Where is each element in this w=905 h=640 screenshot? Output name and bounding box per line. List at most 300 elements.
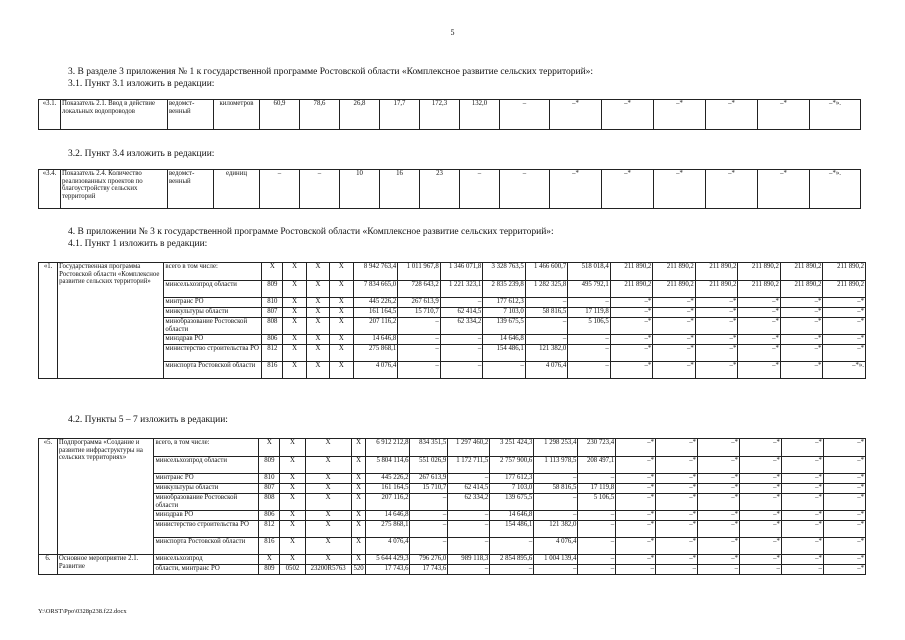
- table-cell: 1 282 325,8: [525, 281, 568, 298]
- table-cell: –: [534, 565, 578, 575]
- table-cell: –*: [616, 457, 656, 474]
- executor-name: минспорта Ростовской области: [154, 538, 259, 555]
- table-cell: –*: [706, 170, 758, 209]
- table-cell: –: [300, 170, 340, 209]
- table-cell: 1 221 323,1: [440, 281, 483, 298]
- table-cell: 211 890,2: [653, 281, 696, 298]
- table-indicator-3-1: [38, 99, 861, 130]
- table-cell: 275 868,1: [353, 345, 398, 362]
- table-cell: –*: [698, 439, 740, 457]
- table-cell: –: [410, 538, 448, 555]
- table-cell: –: [578, 538, 616, 555]
- table-cell: –: [260, 170, 300, 209]
- table-cell: X: [305, 494, 351, 511]
- table-cell: X: [283, 298, 306, 308]
- table-cell: –*: [739, 555, 781, 565]
- table-cell: 1 346 071,8: [440, 263, 483, 281]
- executor-name: минсельхозпрод области: [164, 281, 262, 298]
- table-cell: –*: [550, 170, 602, 209]
- table-cell: 809: [259, 457, 280, 474]
- table-cell: –*: [656, 474, 698, 484]
- table-cell: –*: [780, 345, 823, 362]
- table-cell: 1 004 139,4: [534, 555, 578, 565]
- table-cell: –: [448, 538, 490, 555]
- table-cell: –*: [738, 362, 781, 379]
- table-cell: –*: [656, 439, 698, 457]
- table-cell: 230 723,4: [578, 439, 616, 457]
- table-cell: –*: [698, 484, 740, 494]
- table-cell: 267 613,9: [410, 474, 448, 484]
- table-cell: 211 890,2: [823, 281, 866, 298]
- table-cell: 26,8: [340, 100, 380, 130]
- table-cell: 809: [262, 281, 283, 298]
- table-cell: 2 835 239,8: [483, 281, 526, 298]
- table-cell: –*: [823, 474, 865, 484]
- table-cell: –: [410, 511, 448, 521]
- table-cell: X: [283, 345, 306, 362]
- table-cell: –*: [616, 555, 656, 565]
- table-cell: –*: [739, 474, 781, 484]
- table-cell: –*: [781, 439, 823, 457]
- row-number: «3.1.: [39, 100, 61, 130]
- page-number: 5: [450, 28, 455, 37]
- table-cell: 14 646,8: [353, 335, 398, 345]
- table-cell: –*: [739, 511, 781, 521]
- table-cell: X: [330, 362, 353, 379]
- table-cell: –*: [781, 457, 823, 474]
- table-cell: 267 613,9: [398, 298, 441, 308]
- table-indicator-3-4: [38, 169, 861, 209]
- table-cell: 15 710,7: [410, 484, 448, 494]
- table-cell: X: [280, 484, 305, 494]
- table-cell: 809: [259, 565, 280, 575]
- table-cell: 211 890,2: [780, 263, 823, 281]
- table-cell: 211 890,2: [610, 263, 653, 281]
- table-cell: –: [578, 521, 616, 538]
- table-cell: X: [305, 555, 351, 565]
- table-row: [39, 494, 866, 511]
- table-cell: –*: [653, 335, 696, 345]
- table-cell: –*: [654, 170, 706, 209]
- executor-name: минздрав РО: [154, 511, 259, 521]
- table-cell: 1 298 253,4: [534, 439, 578, 457]
- table-cell: –*: [616, 511, 656, 521]
- table-cell: –*: [656, 484, 698, 494]
- table-cell: X: [280, 555, 305, 565]
- table-cell: 5 644 429,3: [366, 555, 410, 565]
- table-cell: X: [283, 263, 306, 281]
- table-cell: 520: [351, 565, 366, 575]
- table-cell: 989 118,3: [448, 555, 490, 565]
- table-cell: –*: [823, 484, 865, 494]
- table-cell: –*: [781, 484, 823, 494]
- table-cell: –*: [823, 521, 865, 538]
- program-title: Государственная программа Ростовской области «Комплексное развитие сельских территорий»: [58, 263, 164, 379]
- table-cell: –: [398, 318, 441, 335]
- table-cell: 60,9: [260, 100, 300, 130]
- table-cell: X: [330, 281, 353, 298]
- table-row: [39, 511, 866, 521]
- table-cell: –*: [823, 439, 865, 457]
- table-cell: 806: [262, 335, 283, 345]
- table-cell: –: [534, 511, 578, 521]
- table-cell: 10: [340, 170, 380, 209]
- table-cell: –*: [610, 308, 653, 318]
- table-cell: –: [460, 170, 500, 209]
- table-cell: X: [330, 298, 353, 308]
- executor-name: минкультуры области: [164, 308, 262, 318]
- table-cell: 7 103,0: [483, 308, 526, 318]
- table-cell: –: [568, 298, 611, 308]
- table-cell: 812: [259, 521, 280, 538]
- table-row: [39, 521, 866, 538]
- table-cell: X: [259, 439, 280, 457]
- table-cell: X: [351, 457, 366, 474]
- table-cell: 816: [259, 538, 280, 555]
- table-cell: 121 382,0: [534, 521, 578, 538]
- table-cell: 807: [259, 484, 280, 494]
- table-cell: –: [483, 362, 526, 379]
- table-cell: –*: [781, 555, 823, 565]
- table-cell: –: [448, 521, 490, 538]
- table-cell: –: [739, 565, 781, 575]
- table-cell: –*: [781, 474, 823, 484]
- table-cell: –*: [781, 511, 823, 521]
- table-cell: X: [306, 263, 329, 281]
- table-cell: 177 612,3: [483, 298, 526, 308]
- table-cell: X: [306, 345, 329, 362]
- table-cell: 132,0: [460, 100, 500, 130]
- table-cell: –*: [781, 521, 823, 538]
- table-cell: –*: [698, 457, 740, 474]
- table-cell: 172,3: [420, 100, 460, 130]
- table-cell: –*: [656, 521, 698, 538]
- table-cell: –: [578, 511, 616, 521]
- table-cell: 808: [259, 494, 280, 511]
- table-cell: 5 106,5: [578, 494, 616, 511]
- table-cell: –*: [739, 538, 781, 555]
- table-cell: 812: [262, 345, 283, 362]
- table-cell: –: [440, 345, 483, 362]
- section-3-2-heading: 3.2. Пункт 3.4 изложить в редакции:: [68, 149, 215, 159]
- executor-name: минтранс РО: [164, 298, 262, 308]
- executor-name: министерство строительства РО: [154, 521, 259, 538]
- table-cell: 4 076,4: [353, 362, 398, 379]
- table-cell: 17 743,6: [410, 565, 448, 575]
- table-cell: –*: [739, 494, 781, 511]
- executor-name: минкультуры области: [154, 484, 259, 494]
- table-cell: –*: [758, 100, 810, 130]
- table-cell: –*: [698, 521, 740, 538]
- table-cell: 17,7: [380, 100, 420, 130]
- table-cell: X: [351, 494, 366, 511]
- table-cell: –*: [616, 538, 656, 555]
- table-cell: –*: [823, 565, 865, 575]
- table-cell: X: [283, 318, 306, 335]
- table-cell: X: [351, 511, 366, 521]
- table-row: [39, 555, 866, 565]
- table-cell: –*: [616, 521, 656, 538]
- table-cell: –*: [738, 298, 781, 308]
- table-cell: –: [440, 335, 483, 345]
- table-cell: –*: [823, 511, 865, 521]
- table-cell: –: [781, 565, 823, 575]
- table-cell: –*: [695, 308, 738, 318]
- table-cell: –*: [653, 308, 696, 318]
- table-cell: –: [616, 565, 656, 575]
- table-cell: X: [283, 308, 306, 318]
- table-cell: 5 804 114,6: [366, 457, 410, 474]
- table-cell: 17 743,6: [366, 565, 410, 575]
- table-cell: 1 466 600,7: [525, 263, 568, 281]
- table-cell: –*: [698, 474, 740, 484]
- table-row: [39, 474, 866, 484]
- footer-file-path: Y:\ORST\Ppo\0328p238.f22.docx: [38, 608, 127, 615]
- table-cell: –: [698, 565, 740, 575]
- table-cell: –*: [695, 298, 738, 308]
- table-cell: 0502: [280, 565, 305, 575]
- table-cell: –*: [656, 494, 698, 511]
- executor-name: минтранс РО: [154, 474, 259, 484]
- table-cell: 62 414,5: [440, 308, 483, 318]
- table-cell: X: [306, 335, 329, 345]
- table-cell: 551 026,9: [410, 457, 448, 474]
- table-cell: 3 251 424,3: [490, 439, 534, 457]
- table-cell: 23200R5763: [305, 565, 351, 575]
- table-cell: 2 757 900,6: [490, 457, 534, 474]
- executor-name: минздрав РО: [164, 335, 262, 345]
- executor-name: минобразование Ростовской области: [164, 318, 262, 335]
- table-cell: –*: [738, 308, 781, 318]
- table-cell: –*: [823, 345, 866, 362]
- table-cell: –: [568, 335, 611, 345]
- indicator-name: Показатель 2.1. Ввод в действие локальных водопроводов: [61, 100, 168, 130]
- table-cell: 445 226,2: [366, 474, 410, 484]
- table-cell: –: [448, 474, 490, 484]
- table-cell: 1 297 460,2: [448, 439, 490, 457]
- table-row: [39, 439, 866, 457]
- section-4-2-heading: 4.2. Пункты 5 – 7 изложить в редакции:: [68, 415, 228, 425]
- table-cell: –*: [739, 521, 781, 538]
- table-cell: 518 018,4: [568, 263, 611, 281]
- table-cell: –*: [610, 335, 653, 345]
- table-cell: 14 646,8: [483, 335, 526, 345]
- table-cell: X: [280, 511, 305, 521]
- table-cell: –: [534, 474, 578, 484]
- table-cell: X: [351, 538, 366, 555]
- table-cell: X: [305, 511, 351, 521]
- section-4-1-heading: 4.1. Пункт 1 изложить в редакции:: [68, 239, 208, 249]
- table-cell: –*».: [823, 362, 866, 379]
- table-cell: X: [280, 474, 305, 484]
- table-cell: –*: [616, 474, 656, 484]
- executor-name: министерство строительства РО: [164, 345, 262, 362]
- table-cell: 2 854 895,6: [490, 555, 534, 565]
- table-row: [39, 100, 861, 130]
- table-cell: –*: [610, 345, 653, 362]
- table-cell: 161 164,5: [366, 484, 410, 494]
- table-cell: –*: [698, 555, 740, 565]
- table-cell: 58 816,5: [525, 308, 568, 318]
- table-cell: 62 414,5: [448, 484, 490, 494]
- table-cell: X: [351, 555, 366, 565]
- table-cell: –*: [695, 335, 738, 345]
- table-cell: 211 890,2: [695, 281, 738, 298]
- table-cell: X: [330, 318, 353, 335]
- table-cell: 58 816,5: [534, 484, 578, 494]
- table-cell: –*: [781, 494, 823, 511]
- table-cell: –*: [823, 457, 865, 474]
- table-cell: 4 076,4: [525, 362, 568, 379]
- table-cell: 121 382,0: [525, 345, 568, 362]
- table-cell: 445 226,2: [353, 298, 398, 308]
- table-cell: X: [280, 521, 305, 538]
- table-cell: –: [490, 565, 534, 575]
- table-cell: –*: [656, 511, 698, 521]
- table-cell: –*: [610, 318, 653, 335]
- table-cell: X: [306, 308, 329, 318]
- table-cell: X: [330, 335, 353, 345]
- table-cell: 5 106,5: [568, 318, 611, 335]
- table-cell: –: [448, 565, 490, 575]
- table-cell: –*: [602, 170, 654, 209]
- table-cell: –: [448, 511, 490, 521]
- table-cell: 1 172 711,5: [448, 457, 490, 474]
- executor-name: всего, в том числе:: [154, 439, 259, 457]
- table-cell: ведомст-венный: [168, 170, 214, 209]
- table-cell: 211 890,2: [780, 281, 823, 298]
- table-cell: X: [306, 281, 329, 298]
- table-cell: X: [283, 362, 306, 379]
- table-cell: –*: [738, 318, 781, 335]
- table-cell: –*: [823, 494, 865, 511]
- table-cell: X: [330, 263, 353, 281]
- table-cell: –*: [823, 538, 865, 555]
- table-cell: –*: [695, 318, 738, 335]
- section-3-heading: 3. В разделе 3 приложения № 1 к государственной программе Ростовской области «Комплексное развитие сельских территорий»:: [68, 67, 594, 77]
- table-cell: –: [578, 474, 616, 484]
- table-cell: –: [578, 565, 616, 575]
- table-cell: –: [525, 335, 568, 345]
- table-cell: 728 643,2: [398, 281, 441, 298]
- table-cell: –*: [616, 484, 656, 494]
- table-cell: –*: [780, 318, 823, 335]
- table-cell: X: [283, 281, 306, 298]
- table-cell: единиц: [214, 170, 260, 209]
- table-cell: 806: [259, 511, 280, 521]
- table-cell: –*: [653, 318, 696, 335]
- table-cell: –*: [823, 318, 866, 335]
- table-cell: 4 076,4: [366, 538, 410, 555]
- table-cell: X: [280, 439, 305, 457]
- section-4-heading: 4. В приложении № 3 к государственной программе Ростовской области «Комплексное развитие сельских территорий»:: [68, 227, 554, 237]
- table-cell: –: [398, 362, 441, 379]
- table-cell: –*: [823, 298, 866, 308]
- table-row: [39, 170, 861, 209]
- table-cell: –*: [656, 555, 698, 565]
- table-cell: 208 497,1: [578, 457, 616, 474]
- table-cell: 1 011 967,8: [398, 263, 441, 281]
- table-row: [39, 538, 866, 555]
- table-cell: –*: [698, 494, 740, 511]
- table-cell: 808: [262, 318, 283, 335]
- table-cell: –: [440, 362, 483, 379]
- table-cell: –*: [780, 308, 823, 318]
- table-cell: X: [351, 521, 366, 538]
- table-cell: 1 113 978,5: [534, 457, 578, 474]
- table-cell: X: [330, 345, 353, 362]
- table-cell: –*: [780, 298, 823, 308]
- table-cell: –*: [656, 457, 698, 474]
- row-number: «3.4.: [39, 170, 61, 209]
- table-cell: 211 890,2: [653, 263, 696, 281]
- table-cell: 139 675,5: [490, 494, 534, 511]
- table-cell: –*: [780, 335, 823, 345]
- table-cell: 154 486,1: [490, 521, 534, 538]
- table-cell: –*: [698, 538, 740, 555]
- table-cell: –*: [698, 511, 740, 521]
- table-cell: 6 912 212,8: [366, 439, 410, 457]
- table-cell: X: [351, 474, 366, 484]
- table-cell: –*: [780, 362, 823, 379]
- table-cell: –*: [610, 362, 653, 379]
- table-cell: X: [305, 484, 351, 494]
- table-cell: –*: [758, 170, 810, 209]
- table-cell: –*: [616, 494, 656, 511]
- section-3-1-heading: 3.1. Пункт 3.1 изложить в редакции:: [68, 79, 215, 89]
- table-cell: –*: [602, 100, 654, 130]
- table-cell: –*: [738, 335, 781, 345]
- table-cell: 7 103,0: [490, 484, 534, 494]
- table-cell: –: [525, 318, 568, 335]
- table-cell: 807: [262, 308, 283, 318]
- table-cell: –: [500, 100, 550, 130]
- table-row: [39, 457, 866, 474]
- table-cell: X: [351, 439, 366, 457]
- table-cell: 207 116,2: [366, 494, 410, 511]
- table-cell: X: [305, 439, 351, 457]
- table-cell: 15 710,7: [398, 308, 441, 318]
- table-cell: 139 675,5: [483, 318, 526, 335]
- table-cell: 211 890,2: [823, 263, 866, 281]
- table-cell: 4 076,4: [534, 538, 578, 555]
- table-cell: –: [410, 494, 448, 511]
- table-cell: X: [305, 521, 351, 538]
- table-cell: –*: [695, 345, 738, 362]
- table-cell: –*: [823, 308, 866, 318]
- table-cell: –*: [781, 538, 823, 555]
- table-cell: –: [568, 345, 611, 362]
- table-cell: –*: [654, 100, 706, 130]
- table-cell: 211 890,2: [738, 281, 781, 298]
- row-number: «1.: [39, 263, 58, 379]
- table-cell: –*: [656, 538, 698, 555]
- table-cell: –: [500, 170, 550, 209]
- table-cell: –*: [610, 298, 653, 308]
- table-cell: X: [280, 494, 305, 511]
- table-cell: –: [398, 335, 441, 345]
- table-row: [39, 263, 866, 281]
- table-cell: 154 486,1: [483, 345, 526, 362]
- table-cell: X: [280, 538, 305, 555]
- table-cell: –*: [739, 457, 781, 474]
- table-cell: 211 890,2: [610, 281, 653, 298]
- table-cell: –*: [739, 484, 781, 494]
- table-cell: –: [490, 538, 534, 555]
- table-cell: –*: [706, 100, 758, 130]
- table-cell: 62 334,2: [448, 494, 490, 511]
- table-cell: –*: [739, 439, 781, 457]
